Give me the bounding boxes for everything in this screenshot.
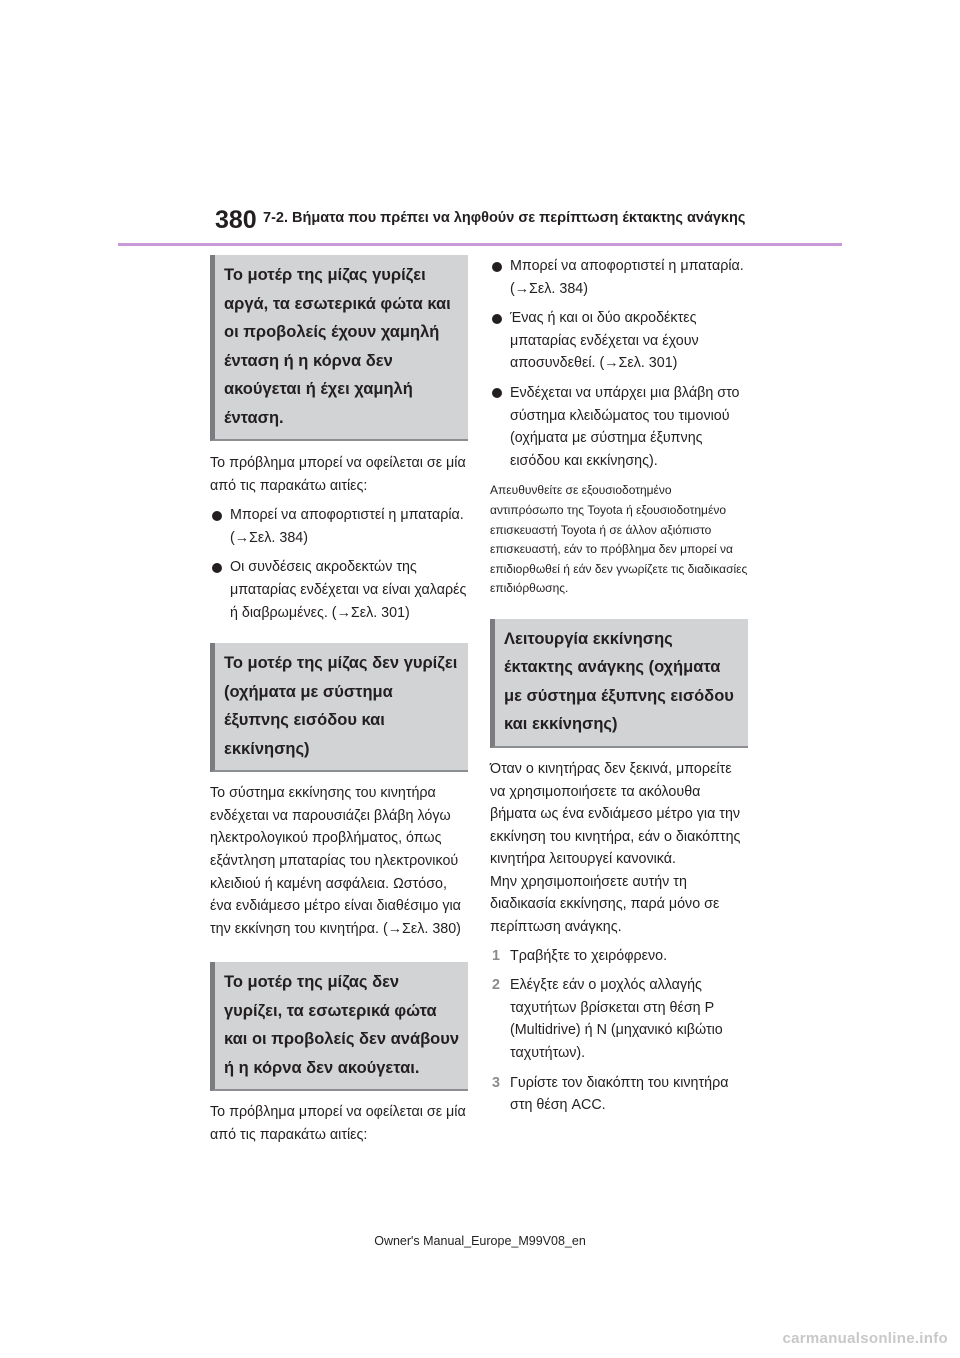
bullet-item bbox=[490, 382, 748, 472]
section-title: 7-2. Βήματα που πρέπει να ληφθούν σε περίπτωση έκτακτης ανάγκης bbox=[263, 210, 746, 226]
bullet-item bbox=[490, 255, 748, 300]
step-text: Ελέγξτε εάν ο μοχλός αλλαγής ταχυτήτων βρίσκεται στη θέση P (Multidrive) ή N (μηχανικό κιβώτιο ταχυτήτων). bbox=[510, 977, 723, 1062]
intro-text: Το πρόβλημα μπορεί να οφείλεται σε μία από τις παρακάτω αιτίες: bbox=[210, 455, 466, 494]
body-text: Μην χρησιμοποιήσετε αυτήν τη διαδικασία εκκίνησης, παρά μόνο σε περίπτωση ανάγκης. bbox=[490, 873, 720, 936]
bullet-icon bbox=[492, 262, 502, 272]
body-text: Όταν ο κινητήρας δεν ξεκινά, μπορείτε να χρησιμοποιήσετε τα ακόλουθα βήματα ως ένα ενδιάμεσο μέτρο για την εκκίνηση του κινητήρα, εάν ο διακόπτης κινητήρα λειτουργεί κανονικά. bbox=[490, 760, 741, 868]
step-item bbox=[490, 1072, 748, 1117]
footer-text: Owner's Manual_Europe_M99V08_en bbox=[374, 1234, 586, 1248]
bullet-icon bbox=[492, 314, 502, 324]
heading-starter-not-turning-lights-off: Το μοτέρ της μίζας δεν γυρίζει, τα εσωτερικά φώτα και οι προβολείς δεν ανάβουν ή η κόρνα δεν ακούγεται. bbox=[210, 962, 468, 1091]
step-item bbox=[490, 974, 748, 1064]
bullet-icon bbox=[212, 511, 222, 521]
bullet-item bbox=[210, 504, 468, 549]
watermark: carmanualsonline.info bbox=[782, 1330, 948, 1347]
body-text: Το σύστημα εκκίνησης του κινητήρα ενδέχεται να παρουσιάζει βλάβη λόγω ηλεκτρολογικού προβλήματος, όπως εξάντληση μπαταρίας του ηλεκτρονικού κλειδιού ή καμένη ασφάλεια. Ωστόσο, ένα ενδιάμεσο μέτρο είναι διαθέσιμο για την εκκίνηση του κινητήρα. (→Σελ. 380) bbox=[210, 785, 461, 937]
heading-starter-not-turning-smart: Το μοτέρ της μίζας δεν γυρίζει (οχήματα με σύστημα έξυπνης εισόδου και εκκίνησης) bbox=[210, 643, 468, 772]
bullet-text: Ενδέχεται να υπάρχει μια βλάβη στο σύστημα κλειδώματος του τιμονιού (οχήματα με σύστημα έξυπνης εισόδου και εκκίνησης). bbox=[510, 384, 740, 469]
bullet-item bbox=[490, 307, 748, 375]
step-number: 3 bbox=[492, 1074, 500, 1091]
step-item bbox=[490, 945, 748, 968]
step-text: Γυρίστε τον διακόπτη του κινητήρα στη θέση ACC. bbox=[510, 1074, 729, 1114]
step-number: 2 bbox=[492, 977, 500, 994]
header-divider bbox=[118, 243, 842, 246]
bullet-icon bbox=[492, 388, 502, 398]
bullet-text: Ένας ή και οι δύο ακροδέκτες μπαταρίας ενδέχεται να έχουν αποσυνδεθεί. (→Σελ. 301) bbox=[510, 310, 699, 372]
bullet-item bbox=[210, 556, 468, 624]
bullet-text: Μπορεί να αποφορτιστεί η μπαταρία. (→Σελ. 384) bbox=[510, 258, 744, 297]
right-column bbox=[490, 255, 748, 1117]
bullet-icon bbox=[212, 563, 222, 573]
left-column bbox=[210, 255, 468, 1147]
bullet-text: Οι συνδέσεις ακροδεκτών της μπαταρίας ενδέχεται να είναι χαλαρές ή διαβρωμένες. (→Σελ. 301) bbox=[230, 559, 467, 621]
page-number: 380 bbox=[215, 206, 257, 234]
step-text: Τραβήξτε το χειρόφρενο. bbox=[510, 947, 668, 964]
intro-text: Το πρόβλημα μπορεί να οφείλεται σε μία από τις παρακάτω αιτίες: bbox=[210, 1104, 466, 1143]
bullet-text: Μπορεί να αποφορτιστεί η μπαταρία. (→Σελ. 384) bbox=[230, 507, 464, 546]
dealer-note: Απευθυνθείτε σε εξουσιοδοτημένο αντιπρόσωπο της Toyota ή εξουσιοδοτημένο επισκευαστή Toyota ή σε άλλον αξιόπιστο επισκευαστή, εάν το πρόβλημα δεν μπορεί να επιδιορθωθεί ή εάν δεν γνωρίζετε τις διαδικασίες επιδιόρθωσης. bbox=[490, 483, 748, 596]
heading-emergency-start: Λειτουργία εκκίνησης έκτακτης ανάγκης (οχήματα με σύστημα έξυπνης εισόδου και εκκίνησης) bbox=[490, 619, 748, 748]
step-number: 1 bbox=[492, 947, 500, 964]
heading-starter-slow: Το μοτέρ της μίζας γυρίζει αργά, τα εσωτερικά φώτα και οι προβολείς έχουν χαμηλή ένταση ή η κόρνα δεν ακούγεται ή έχει χαμηλή ένταση. bbox=[210, 255, 468, 441]
